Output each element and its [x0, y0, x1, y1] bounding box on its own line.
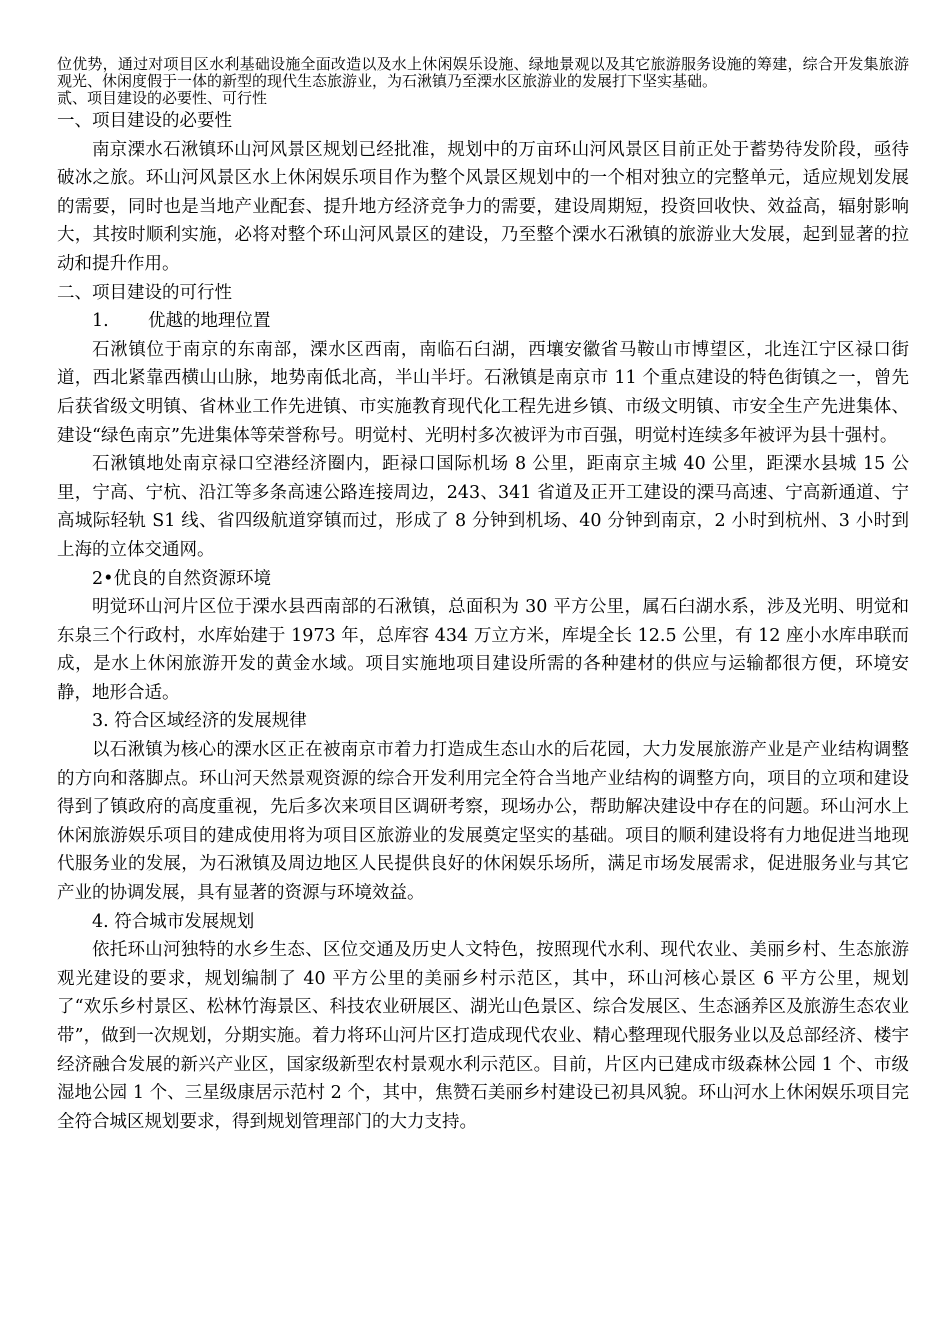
- section-2-title: 贰、项目建设的必要性、可行性: [57, 89, 268, 107]
- item-2-paragraph: 明觉环山河片区位于溧水县西南部的石湫镇，总面积为 30 平方公里，属石臼湖水系，涉及光明、明觉和东泉三个行政村，水库始建于 1973 年，总库容 434 万立方米，库堤全长 12.5 公里，有 12 座小水库串联而成，是水上休闲旅游开发的黄金水域。项目实施地项目建设所需的各种建材的供应与运输都很方便，环境安静，地形合适。: [57, 597, 909, 703]
- necessity-heading: 一、项目建设的必要性: [57, 111, 232, 131]
- item-2-heading: 2•优良的自然资源环境: [92, 568, 271, 589]
- feasibility-heading: 二、项目建设的可行性: [57, 282, 232, 303]
- item-1-title: 优越的地理位置: [148, 311, 271, 332]
- necessity-paragraph: 南京溧水石湫镇环山河风景区规划已经批准，规划中的万亩环山河风景区目前正处于蓄势待发阶段，亟待破冰之旅。环山河风景区水上休闲娱乐项目作为整个风景区规划中的一个相对独立的完整单元，适应规划发展的需要，同时也是当地产业配套、提升地方经济竞争力的需要，建设周期短，投资回收快、效益高，辐射影响大，其按时顺利实施，必将对整个环山河风景区的建设，乃至整个溧水石湫镇的旅游业大发展，起到显著的拉动和提升作用。: [57, 139, 909, 274]
- item-1-heading: [57, 307, 909, 336]
- item-3-paragraph: 以石湫镇为核心的溧水区正在被南京市着力打造成生态山水的后花园，大力发展旅游产业是产业结构调整的方向和落脚点。环山河天然景观资源的综合开发利用完全符合当地产业结构的调整方向，项目的立项和建设得到了镇政府的高度重视，先后多次来项目区调研考察，现场办公，帮助解决建设中存在的问题。环山河水上休闲旅游娱乐项目的建成使用将为项目区旅游业的发展奠定坚实的基础。项目的顺利建设将有力地促进当地现代服务业的发展，为石湫镇及周边地区人民提供良好的休闲娱乐场所，满足市场发展需求，促进服务业与其它产业的协调发展，具有显著的资源与环境效益。: [57, 740, 909, 904]
- document-page: [57, 56, 909, 1136]
- item-3-heading: 3. 符合区域经济的发展规律: [92, 711, 307, 732]
- item-4-paragraph: 依托环山河独特的水乡生态、区位交通及历史人文特色，按照现代水利、现代农业、美丽乡村、生态旅游观光建设的要求，规划编制了 40 平方公里的美丽乡村示范区，其中，环山河核心景区 6 平方公里，规划了“欢乐乡村景区、松林竹海景区、科技农业研展区、湖光山色景区、综合发展区、生态涵养区及旅游生态农业带”，做到一次规划，分期实施。着力将环山河片区打造成现代农业、精心整理现代服务业以及总部经济、楼宇经济融合发展的新兴产业区，国家级新型农村景观水利示范区。目前，片区内已建成市级森林公园 1 个、市级湿地公园 1 个、三星级康居示范村 2 个，其中，焦赞石美丽乡村建设已初具风貌。环山河水上休闲娱乐项目完全符合城区规划要求，得到规划管理部门的大力支持。: [57, 940, 909, 1132]
- item-1-paragraph-1: 石湫镇位于南京的东南部，溧水区西南，南临石臼湖，西壤安徽省马鞍山市博望区，北连江宁区禄口街道，西北紧靠西横山山脉，地势南低北高，半山半圩。石湫镇是南京市 11 个重点建设的特色街镇之一，曾先后获省级文明镇、省林业工作先进镇、市实施教育现代化工程先进乡镇、市级文明镇、市安全生产先进集体、建设“绿色南京”先进集体等荣誉称号。明觉村、光明村多次被评为市百强，明觉村连续多年被评为县十强村。: [57, 339, 909, 446]
- item-1-paragraph-2: 石湫镇地处南京禄口空港经济圈内，距禄口国际机场 8 公里，距南京主城 40 公里，距溧水县城 15 公里，宁高、宁杭、沿江等多条高速公路连接周边，243、341 省道及正开工建设的溧马高速、宁高新通道、宁高城际轻轨 S1 线、省四级航道穿镇而过，形成了 8 分钟到机场、40 分钟到南京，2 小时到杭州、3 小时到上海的立体交通网。: [57, 454, 909, 560]
- item-4-heading: 4. 符合城市发展规划: [92, 911, 255, 932]
- intro-paragraph: 位优势，通过对项目区水利基础设施全面改造以及水上休闲娱乐设施、绿地景观以及其它旅游服务设施的筹建，综合开发集旅游观光、休闲度假于一体的新型的现代生态旅游业，为石湫镇乃至溧水区旅游业的发展打下坚实基础。: [57, 55, 909, 90]
- item-1-number: 1.: [92, 311, 109, 332]
